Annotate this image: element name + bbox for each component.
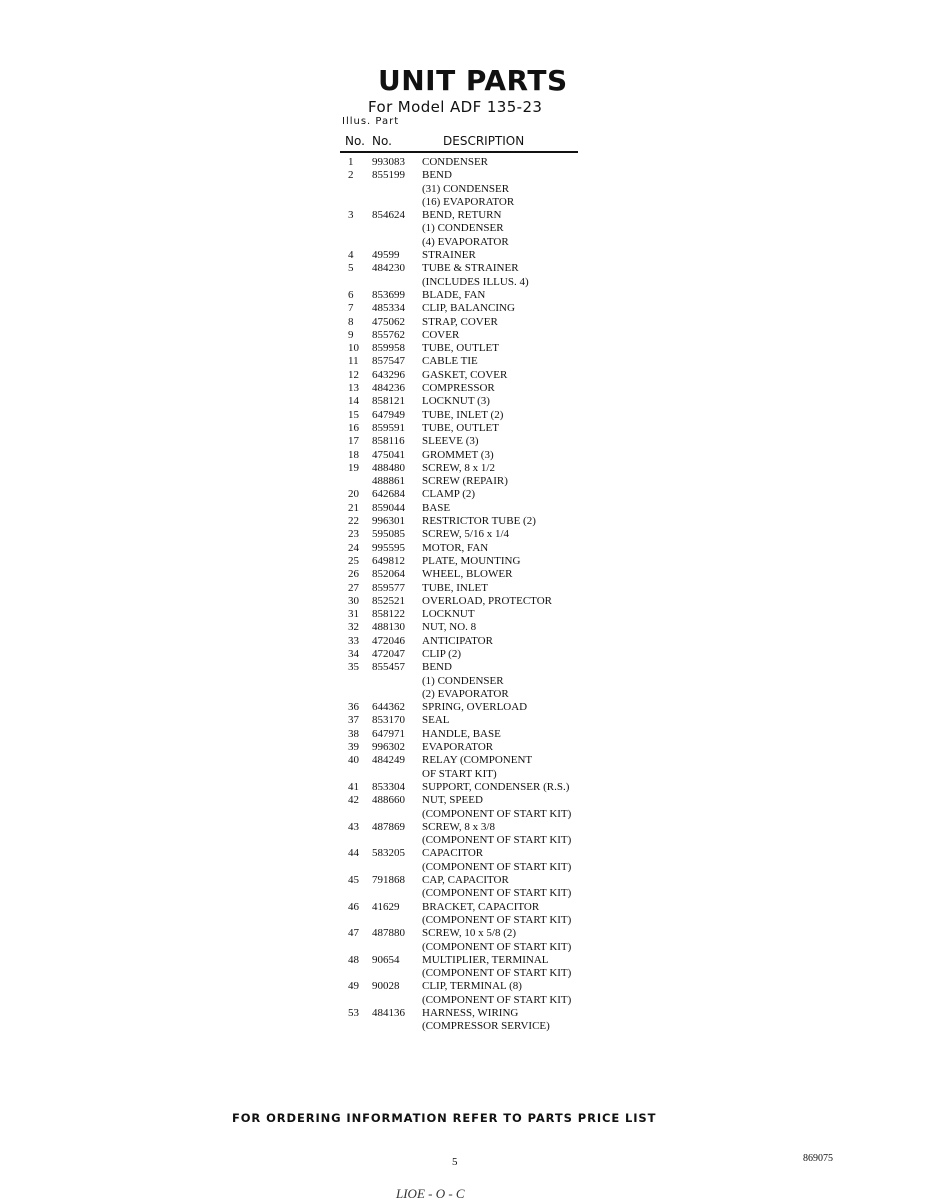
illus-part-label: Illus. Part <box>342 116 400 127</box>
part-description: GASKET, COVER <box>422 368 508 381</box>
parts-row <box>340 568 600 581</box>
part-number: 583205 <box>372 847 405 860</box>
parts-row <box>340 249 600 262</box>
illus-number <box>340 808 372 821</box>
part-number <box>372 236 422 249</box>
illus-number <box>340 1020 372 1033</box>
illus-number: 11 <box>348 355 359 368</box>
part-description: (2) EVAPORATOR <box>422 687 509 700</box>
part-description: (1) CONDENSER <box>422 674 504 687</box>
part-number: 484249 <box>372 754 405 767</box>
part-description: CAPACITOR <box>422 847 484 860</box>
parts-row <box>340 861 600 874</box>
illus-number: 12 <box>348 368 359 381</box>
illus-number: 13 <box>348 382 359 395</box>
illus-number <box>340 768 372 781</box>
part-number: 858121 <box>372 395 405 408</box>
column-header-no: No. <box>345 134 365 148</box>
part-description: GROMMET (3) <box>422 448 494 461</box>
parts-row <box>340 714 600 727</box>
part-number: 643296 <box>372 368 405 381</box>
part-number: 859577 <box>372 581 405 594</box>
part-description: CABLE TIE <box>422 355 478 368</box>
part-number: 90028 <box>372 980 400 993</box>
illus-number: 21 <box>348 501 359 514</box>
part-number: 49599 <box>372 249 400 262</box>
part-description: CAP, CAPACITOR <box>422 874 509 887</box>
part-number: 595085 <box>372 528 405 541</box>
parts-row <box>340 980 600 993</box>
parts-row <box>340 901 600 914</box>
part-description: (31) CONDENSER <box>422 182 510 195</box>
parts-row <box>340 608 600 621</box>
illus-number <box>340 222 372 235</box>
part-description: NUT, SPEED <box>422 794 483 807</box>
part-description: BEND, RETURN <box>422 209 502 222</box>
part-number: 488130 <box>372 621 405 634</box>
illus-number: 33 <box>348 634 359 647</box>
part-description: (4) EVAPORATOR <box>422 235 509 248</box>
illus-number: 32 <box>348 621 359 634</box>
part-number <box>372 834 422 847</box>
parts-row <box>340 927 600 940</box>
parts-row <box>340 914 600 927</box>
parts-row <box>340 196 600 209</box>
parts-row <box>340 834 600 847</box>
parts-row <box>340 515 600 528</box>
parts-row <box>340 435 600 448</box>
parts-row <box>340 302 600 315</box>
part-number: 855762 <box>372 328 405 341</box>
part-number: 996302 <box>372 741 405 754</box>
parts-row <box>340 595 600 608</box>
illus-number: 15 <box>348 408 359 421</box>
part-number: 475062 <box>372 315 405 328</box>
illus-number: 35 <box>348 661 359 674</box>
part-number: 485334 <box>372 302 405 315</box>
parts-row <box>340 967 600 980</box>
part-number <box>372 967 422 980</box>
part-description: SCREW, 5/16 x 1/4 <box>422 528 509 541</box>
parts-row <box>340 262 600 275</box>
part-number: 484230 <box>372 262 405 275</box>
illus-number <box>340 236 372 249</box>
part-number: 859958 <box>372 342 405 355</box>
illus-number: 3 <box>348 209 354 222</box>
part-description: CLIP, BALANCING <box>422 302 515 315</box>
parts-row <box>340 954 600 967</box>
part-description: TUBE & STRAINER <box>422 262 519 275</box>
part-description: SLEEVE (3) <box>422 435 479 448</box>
parts-row <box>340 941 600 954</box>
illus-number: 31 <box>348 608 359 621</box>
illus-number <box>340 183 372 196</box>
parts-row <box>340 994 600 1007</box>
part-number <box>372 994 422 1007</box>
header-rule <box>340 151 578 153</box>
part-number <box>372 808 422 821</box>
illus-number: 43 <box>348 820 359 833</box>
illus-number: 20 <box>348 488 359 501</box>
part-description: MOTOR, FAN <box>422 541 489 554</box>
part-description: SCREW, 10 x 5/8 (2) <box>422 927 517 940</box>
part-description: RELAY (COMPONENT <box>422 754 533 767</box>
part-number: 647971 <box>372 727 405 740</box>
illus-number: 8 <box>348 315 354 328</box>
parts-row <box>340 542 600 555</box>
parts-row <box>340 183 600 196</box>
part-description: BEND <box>422 661 452 674</box>
illus-number: 42 <box>348 794 359 807</box>
part-description: SUPPORT, CONDENSER (R.S.) <box>422 780 570 793</box>
part-number: 853304 <box>372 780 405 793</box>
part-number: 855457 <box>372 661 405 674</box>
part-number: 859591 <box>372 421 405 434</box>
illus-number: 23 <box>348 528 359 541</box>
part-description: SCREW (REPAIR) <box>422 475 508 488</box>
model-subtitle: For Model ADF 135-23 <box>368 98 543 116</box>
illus-number: 36 <box>348 701 359 714</box>
part-description: BLADE, FAN <box>422 288 486 301</box>
illus-number <box>340 887 372 900</box>
part-number: 857547 <box>372 355 405 368</box>
part-number: 791868 <box>372 874 405 887</box>
parts-row <box>340 222 600 235</box>
illus-number <box>340 861 372 874</box>
illus-number: 24 <box>348 541 359 554</box>
part-number: 41629 <box>372 900 400 913</box>
illus-number: 47 <box>348 927 359 940</box>
part-description: (COMPONENT OF START KIT) <box>422 887 572 900</box>
illus-number <box>340 914 372 927</box>
illus-number: 46 <box>348 900 359 913</box>
part-description: SPRING, OVERLOAD <box>422 701 528 714</box>
parts-row <box>340 701 600 714</box>
illus-number: 18 <box>348 448 359 461</box>
illus-number: 19 <box>348 461 359 474</box>
part-number <box>372 861 422 874</box>
part-number: 487880 <box>372 927 405 940</box>
parts-row <box>340 688 600 701</box>
parts-row <box>340 781 600 794</box>
part-number: 475041 <box>372 448 405 461</box>
parts-row <box>340 728 600 741</box>
parts-row <box>340 156 600 169</box>
illus-number: 26 <box>348 568 359 581</box>
illus-number: 22 <box>348 515 359 528</box>
part-number: 854624 <box>372 209 405 222</box>
parts-row <box>340 382 600 395</box>
illus-number: 14 <box>348 395 359 408</box>
parts-row <box>340 342 600 355</box>
illus-number: 27 <box>348 581 359 594</box>
part-description: (COMPONENT OF START KIT) <box>422 807 572 820</box>
part-description: SEAL <box>422 714 450 727</box>
illus-number <box>340 941 372 954</box>
part-description: BRACKET, CAPACITOR <box>422 900 540 913</box>
illus-number: 34 <box>348 647 359 660</box>
part-description: CLIP (2) <box>422 647 462 660</box>
part-description: (COMPONENT OF START KIT) <box>422 834 572 847</box>
part-number <box>372 941 422 954</box>
illus-number <box>340 994 372 1007</box>
part-description: OF START KIT) <box>422 767 497 780</box>
illus-number <box>340 834 372 847</box>
part-description: BASE <box>422 501 451 514</box>
illus-number: 30 <box>348 594 359 607</box>
parts-row <box>340 768 600 781</box>
part-number: 472047 <box>372 647 405 660</box>
parts-row <box>340 887 600 900</box>
illus-number <box>340 675 372 688</box>
part-description: COVER <box>422 328 460 341</box>
illus-number: 10 <box>348 342 359 355</box>
part-description: (INCLUDES ILLUS. 4) <box>422 275 529 288</box>
parts-row <box>340 289 600 302</box>
parts-row <box>340 821 600 834</box>
column-header-description: DESCRIPTION <box>443 134 525 148</box>
parts-row <box>340 661 600 674</box>
part-number <box>372 688 422 701</box>
part-description: COMPRESSOR <box>422 382 495 395</box>
illus-number: 40 <box>348 754 359 767</box>
part-description: NUT, NO. 8 <box>422 621 477 634</box>
part-number <box>372 222 422 235</box>
part-number <box>372 768 422 781</box>
parts-row <box>340 462 600 475</box>
parts-row <box>340 847 600 860</box>
parts-row <box>340 502 600 515</box>
part-description: TUBE, OUTLET <box>422 421 499 434</box>
part-number <box>372 276 422 289</box>
part-description: CLAMP (2) <box>422 488 476 501</box>
part-description: EVAPORATOR <box>422 741 494 754</box>
part-number: 858116 <box>372 435 405 448</box>
parts-row <box>340 621 600 634</box>
ordering-info: FOR ORDERING INFORMATION REFER TO PARTS PRICE LIST <box>232 1111 657 1125</box>
part-number: 995595 <box>372 541 405 554</box>
parts-row <box>340 355 600 368</box>
illus-number: 7 <box>348 302 354 315</box>
illus-number <box>340 276 372 289</box>
part-description: LOCKNUT <box>422 608 475 621</box>
part-description: STRAINER <box>422 249 476 262</box>
part-number: 853699 <box>372 288 405 301</box>
illus-number: 1 <box>348 156 354 168</box>
part-number <box>372 1020 422 1033</box>
illus-number <box>340 967 372 980</box>
illus-number: 4 <box>348 249 354 262</box>
parts-row <box>340 422 600 435</box>
part-description: CLIP, TERMINAL (8) <box>422 980 522 993</box>
parts-row <box>340 675 600 688</box>
illus-number: 38 <box>348 727 359 740</box>
part-description: HARNESS, WIRING <box>422 1007 519 1019</box>
part-number: 649812 <box>372 554 405 567</box>
parts-row <box>340 475 600 488</box>
part-number: 852064 <box>372 568 405 581</box>
part-number <box>372 183 422 196</box>
illus-number: 44 <box>348 847 359 860</box>
part-description: MULTIPLIER, TERMINAL <box>422 953 549 966</box>
parts-row <box>340 582 600 595</box>
part-description: SCREW, 8 x 3/8 <box>422 820 495 833</box>
illus-number: 25 <box>348 554 359 567</box>
part-number <box>372 887 422 900</box>
parts-row <box>340 741 600 754</box>
part-number: 852521 <box>372 594 405 607</box>
part-number <box>372 675 422 688</box>
page-title: UNIT PARTS <box>378 64 568 97</box>
illus-number: 2 <box>348 169 354 182</box>
parts-row <box>340 555 600 568</box>
parts-row <box>340 329 600 342</box>
part-description: OVERLOAD, PROTECTOR <box>422 594 552 607</box>
parts-row <box>340 794 600 807</box>
illus-number: 37 <box>348 714 359 727</box>
illus-number: 6 <box>348 288 354 301</box>
part-description: (COMPONENT OF START KIT) <box>422 860 572 873</box>
parts-row <box>340 754 600 767</box>
part-description: LOCKNUT (3) <box>422 395 490 408</box>
part-description: (16) EVAPORATOR <box>422 195 515 208</box>
part-number <box>372 196 422 209</box>
part-description: WHEEL, BLOWER <box>422 568 513 581</box>
parts-list <box>340 156 600 1034</box>
parts-row <box>340 395 600 408</box>
parts-row <box>340 316 600 329</box>
part-description: (COMPONENT OF START KIT) <box>422 940 572 953</box>
part-description: TUBE, INLET <box>422 581 488 594</box>
parts-row <box>340 409 600 422</box>
parts-row <box>340 635 600 648</box>
part-number: 472046 <box>372 634 405 647</box>
part-number: 487869 <box>372 820 405 833</box>
part-number: 642684 <box>372 488 405 501</box>
page-number: 5 <box>452 1156 458 1168</box>
part-description: (1) CONDENSER <box>422 222 504 235</box>
part-description: PLATE, MOUNTING <box>422 554 521 567</box>
part-number: 855199 <box>372 169 405 182</box>
illus-number: 39 <box>348 741 359 754</box>
illus-number: 5 <box>348 262 354 275</box>
part-number <box>372 914 422 927</box>
part-number: 858122 <box>372 608 405 621</box>
parts-row <box>340 488 600 501</box>
part-description: (COMPONENT OF START KIT) <box>422 913 572 926</box>
parts-row <box>340 808 600 821</box>
illus-number: 41 <box>348 780 359 793</box>
illus-number <box>340 196 372 209</box>
parts-row <box>340 1020 600 1033</box>
part-number: 996301 <box>372 515 405 528</box>
part-number: 484136 <box>372 1007 405 1019</box>
part-number: 993083 <box>372 156 405 168</box>
part-description: (COMPRESSOR SERVICE) <box>422 1020 550 1033</box>
part-description: TUBE, OUTLET <box>422 342 499 355</box>
part-number: 859044 <box>372 501 405 514</box>
illus-number: 9 <box>348 328 354 341</box>
part-number: 484236 <box>372 382 405 395</box>
illus-number: 16 <box>348 421 359 434</box>
part-description: SCREW, 8 x 1/2 <box>422 461 495 474</box>
parts-row <box>340 528 600 541</box>
parts-row <box>340 236 600 249</box>
part-description: (COMPONENT OF START KIT) <box>422 993 572 1006</box>
parts-row <box>340 209 600 222</box>
parts-row <box>340 1007 600 1020</box>
column-header-part-no: No. <box>372 134 392 148</box>
illus-number <box>340 475 372 488</box>
part-description: BEND <box>422 169 452 182</box>
part-number: 488660 <box>372 794 405 807</box>
illus-number: 17 <box>348 435 359 448</box>
illus-number <box>340 688 372 701</box>
parts-row <box>340 169 600 182</box>
illus-number: 45 <box>348 874 359 887</box>
parts-row <box>340 276 600 289</box>
part-description: CONDENSER <box>422 156 489 168</box>
part-description: STRAP, COVER <box>422 315 498 328</box>
parts-row <box>340 648 600 661</box>
part-number: 647949 <box>372 408 405 421</box>
part-description: RESTRICTOR TUBE (2) <box>422 515 536 528</box>
part-description: HANDLE, BASE <box>422 727 501 740</box>
illus-number: 53 <box>348 1007 359 1019</box>
part-number: 90654 <box>372 953 400 966</box>
part-description: (COMPONENT OF START KIT) <box>422 967 572 980</box>
part-number: 488861 <box>372 475 405 488</box>
part-description: TUBE, INLET (2) <box>422 408 504 421</box>
part-number: 488480 <box>372 461 405 474</box>
illus-number: 48 <box>348 953 359 966</box>
parts-row <box>340 369 600 382</box>
parts-row <box>340 874 600 887</box>
illus-number: 49 <box>348 980 359 993</box>
part-description: ANTICIPATOR <box>422 634 493 647</box>
handwritten-note: LIOE - O - C <box>396 1186 465 1201</box>
document-number: 869075 <box>803 1153 833 1164</box>
part-number: 853170 <box>372 714 405 727</box>
part-number: 644362 <box>372 701 405 714</box>
parts-row <box>340 449 600 462</box>
